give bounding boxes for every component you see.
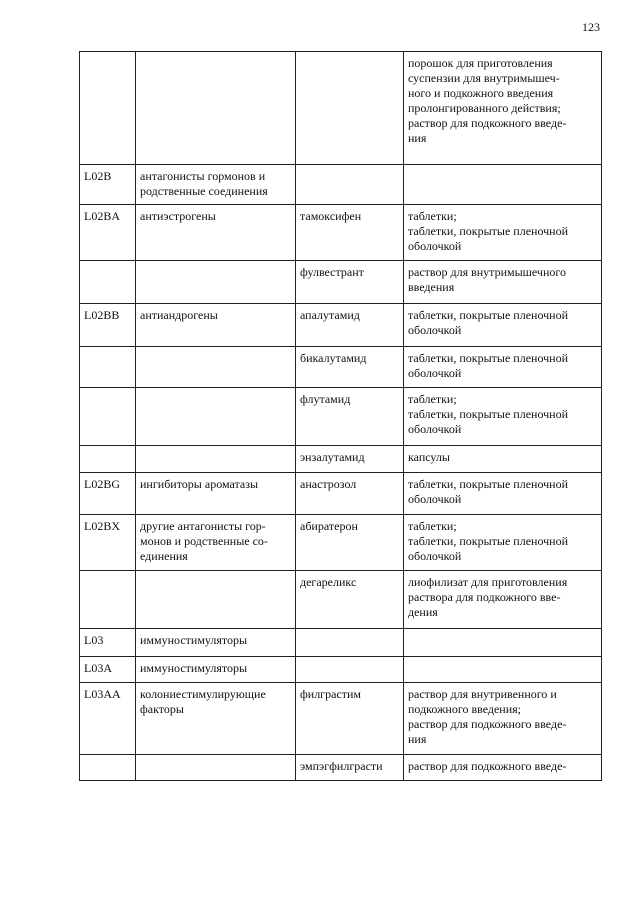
- table-row: [80, 683, 602, 755]
- group-cell: [136, 755, 296, 781]
- group-cell: другие антагонисты гор- монов и родственные со- единения: [136, 515, 296, 571]
- drug-name-cell: апалутамид: [296, 304, 404, 347]
- dosage-form-cell: капсулы: [404, 446, 602, 473]
- dosage-form-cell: раствор для подкожного введе-: [404, 755, 602, 781]
- dosage-form-cell: порошок для приготовления суспензии для внутримышеч- ного и подкожного введения пролонгированного действия; раствор для подкожного введе- ния: [404, 52, 602, 165]
- table-row: [80, 347, 602, 388]
- drug-name-cell: анастрозол: [296, 473, 404, 515]
- group-cell: [136, 261, 296, 304]
- table-row: [80, 629, 602, 657]
- drug-name-cell: [296, 657, 404, 683]
- dosage-form-cell: раствор для внутримышечного введения: [404, 261, 602, 304]
- group-cell: [136, 347, 296, 388]
- drug-name-cell: флутамид: [296, 388, 404, 446]
- table-row: [80, 515, 602, 571]
- dosage-form-cell: таблетки, покрытые пленочной оболочкой: [404, 304, 602, 347]
- table-row: [80, 165, 602, 205]
- drug-name-cell: эмпэгфилграсти: [296, 755, 404, 781]
- atc-code-cell: L02BA: [80, 205, 136, 261]
- atc-code-cell: [80, 52, 136, 165]
- dosage-form-cell: раствор для внутривенного и подкожного введения; раствор для подкожного введе- ния: [404, 683, 602, 755]
- drug-name-cell: тамоксифен: [296, 205, 404, 261]
- dosage-form-cell: таблетки, покрытые пленочной оболочкой: [404, 473, 602, 515]
- drug-name-cell: [296, 629, 404, 657]
- drug-name-cell: [296, 165, 404, 205]
- drug-name-cell: филграстим: [296, 683, 404, 755]
- atc-code-cell: L02BX: [80, 515, 136, 571]
- drug-name-cell: [296, 52, 404, 165]
- dosage-form-cell: таблетки, покрытые пленочной оболочкой: [404, 347, 602, 388]
- atc-code-cell: [80, 388, 136, 446]
- atc-code-cell: [80, 446, 136, 473]
- drug-name-cell: фулвестрант: [296, 261, 404, 304]
- table-row: [80, 755, 602, 781]
- drug-name-cell: энзалутамид: [296, 446, 404, 473]
- atc-code-cell: L02B: [80, 165, 136, 205]
- group-cell: [136, 52, 296, 165]
- page-number: 123: [582, 20, 600, 34]
- group-cell: [136, 446, 296, 473]
- table-row: [80, 388, 602, 446]
- atc-code-cell: [80, 571, 136, 629]
- table-row: [80, 304, 602, 347]
- atc-code-cell: [80, 261, 136, 304]
- atc-code-cell: L03AA: [80, 683, 136, 755]
- group-cell: антиандрогены: [136, 304, 296, 347]
- atc-code-cell: L03: [80, 629, 136, 657]
- dosage-form-cell: таблетки; таблетки, покрытые пленочной оболочкой: [404, 205, 602, 261]
- group-cell: колониестимулирующие факторы: [136, 683, 296, 755]
- atc-code-cell: [80, 755, 136, 781]
- drug-name-cell: бикалутамид: [296, 347, 404, 388]
- atc-code-cell: L02BB: [80, 304, 136, 347]
- table-row: [80, 52, 602, 165]
- dosage-form-cell: таблетки; таблетки, покрытые пленочной оболочкой: [404, 388, 602, 446]
- group-cell: ингибиторы ароматазы: [136, 473, 296, 515]
- atc-code-cell: L02BG: [80, 473, 136, 515]
- dosage-form-cell: [404, 629, 602, 657]
- group-cell: иммуностимуляторы: [136, 657, 296, 683]
- dosage-form-cell: лиофилизат для приготовления раствора для подкожного вве- дения: [404, 571, 602, 629]
- group-cell: иммуностимуляторы: [136, 629, 296, 657]
- table-row: [80, 446, 602, 473]
- table-row: [80, 205, 602, 261]
- table-row: [80, 261, 602, 304]
- group-cell: антиэстрогены: [136, 205, 296, 261]
- table-row: [80, 571, 602, 629]
- group-cell: [136, 571, 296, 629]
- group-cell: [136, 388, 296, 446]
- group-cell: антагонисты гормонов и родственные соединения: [136, 165, 296, 205]
- medication-table: [79, 51, 602, 781]
- atc-code-cell: [80, 347, 136, 388]
- atc-code-cell: L03A: [80, 657, 136, 683]
- drug-name-cell: абиратерон: [296, 515, 404, 571]
- table-row: [80, 473, 602, 515]
- table-row: [80, 657, 602, 683]
- dosage-form-cell: таблетки; таблетки, покрытые пленочной оболочкой: [404, 515, 602, 571]
- dosage-form-cell: [404, 165, 602, 205]
- dosage-form-cell: [404, 657, 602, 683]
- drug-name-cell: дегареликс: [296, 571, 404, 629]
